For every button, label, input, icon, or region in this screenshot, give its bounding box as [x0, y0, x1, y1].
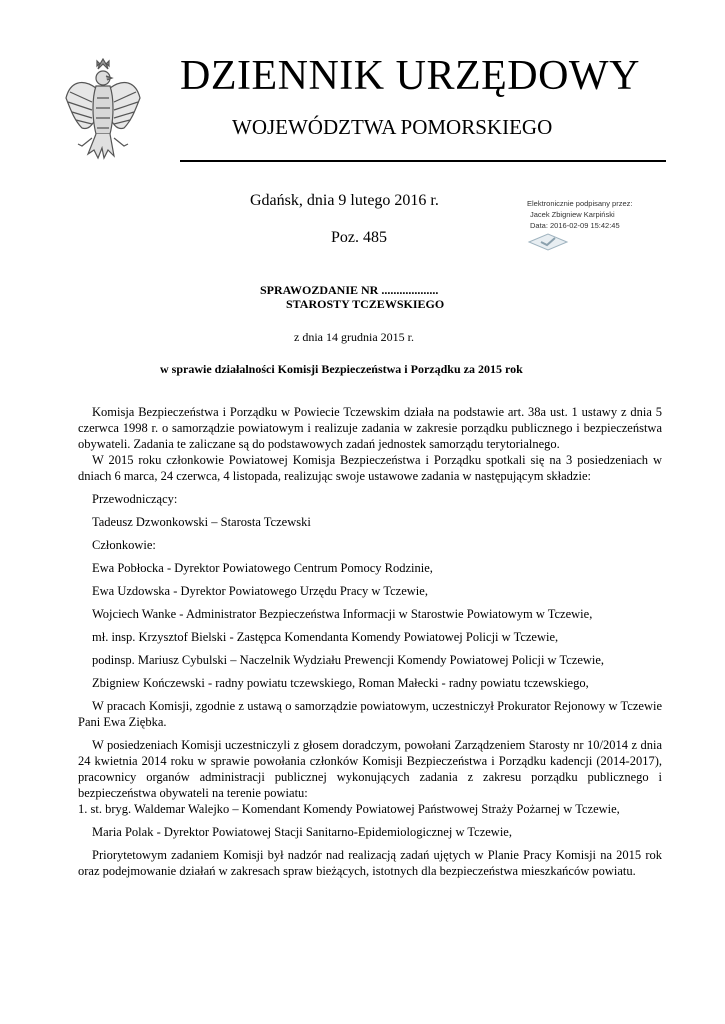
paragraph-priorities: Priorytetowym zadaniem Komisji był nadzór nad realizacją zadań ujętych w Planie Pracy Komisji na 2015 rok oraz podejmowanie działań w zakresach spraw bieżących, istotnych dla bezpieczeństwa mieszkańców powiatu.: [78, 848, 662, 878]
paragraph-legal-basis: Komisja Bezpieczeństwa i Porządku w Powiecie Tczewskim działa na podstawie art. 38a ust. 1 ustawy z dnia 5 czerwca 1998 r. o samorządzie powiatowym i realizuje zadania w zakresie porządku publicznego i bezpieczeństwa obywateli. Zadania te zaliczane są do podstawowych zadań jednostek samorządu terytorialnego.: [78, 405, 662, 451]
signature-date: Data: 2016-02-09 15:42:45: [530, 221, 620, 230]
member-item: Ewa Pobłocka - Dyrektor Powiatowego Centrum Pomocy Rodzinie,: [92, 561, 433, 575]
report-body: [78, 404, 662, 879]
advisor-item: 1. st. bryg. Waldemar Walejko – Komendant Komendy Powiatowej Państwowej Straży Pożarnej w Tczewie,: [78, 802, 620, 816]
report-title: SPRAWOZDANIE NR ...................: [260, 283, 439, 297]
signature-signer: Jacek Zbigniew Karpiński: [530, 210, 615, 219]
members-label: Członkowie:: [92, 538, 156, 552]
journal-subtitle: WOJEWÓDZTWA POMORSKIEGO: [232, 115, 553, 139]
member-item: Ewa Uzdowska - Dyrektor Powiatowego Urzędu Pracy w Tczewie,: [92, 584, 428, 598]
header-divider: [180, 160, 666, 162]
paragraph-prosecutor: W pracach Komisji, zgodnie z ustawą o samorządzie powiatowym, uczestniczył Prokurator Rejonowy w Tczewie Pani Ewa Ziębka.: [78, 699, 662, 729]
report-issuer: STAROSTY TCZEWSKIEGO: [286, 297, 445, 311]
member-item: mł. insp. Krzysztof Bielski - Zastępca Komendanta Komendy Powiatowej Policji w Tczewie,: [92, 630, 559, 644]
electronic-signature: [527, 198, 687, 231]
paragraph-advisors: W posiedzeniach Komisji uczestniczyli z głosem doradczym, powołani Zarządzeniem Starosty nr 10/2014 z dnia 24 kwietnia 2014 roku w sprawie powołania członków Komisji Bezpieczeństwa i Porządku kadencji (2014-2017), pracownicy organów administracji publicznej wykonujących zadania z zakresu porządku publicznego i bezpieczeństwa obywateli na terenie powiatu:: [78, 738, 662, 800]
chair-label: Przewodniczący:: [92, 492, 178, 506]
journal-title: DZIENNIK URZĘDOWY: [180, 53, 640, 99]
position-number: Poz. 485: [331, 229, 387, 246]
report-subject: w sprawie działalności Komisji Bezpieczeństwa i Porządku za 2015 rok: [160, 362, 523, 376]
paragraph-meetings: W 2015 roku członkowie Powiatowej Komisja Bezpieczeństwa i Porządku spotkali się na 3 posiedzeniach w dniach 6 marca, 24 czerwca, 4 listopada, realizując swoje ustawowe zadania w następującym składzie:: [78, 453, 662, 483]
chair-name: Tadeusz Dzwonkowski – Starosta Tczewski: [92, 515, 311, 529]
member-item: Wojciech Wanke - Administrator Bezpieczeństwa Informacji w Starostwie Powiatowym w Tczewie,: [92, 607, 593, 621]
advisor-item: Maria Polak - Dyrektor Powiatowej Stacji Sanitarno-Epidemiologicznej w Tczewie,: [92, 825, 512, 839]
member-item: podinsp. Mariusz Cybulski – Naczelnik Wydziału Prewencji Komendy Powiatowej Policji w Tczewie,: [92, 653, 605, 667]
eagle-emblem-icon: [62, 58, 144, 170]
publication-date: Gdańsk, dnia 9 lutego 2016 r.: [250, 192, 439, 209]
signature-label: Elektronicznie podpisany przez:: [527, 199, 633, 208]
signature-checkmark-icon: [527, 232, 569, 252]
member-item: Zbigniew Kończewski - radny powiatu tczewskiego, Roman Małecki - radny powiatu tczewskiego,: [92, 676, 589, 690]
report-date: z dnia 14 grudnia 2015 r.: [294, 330, 414, 344]
